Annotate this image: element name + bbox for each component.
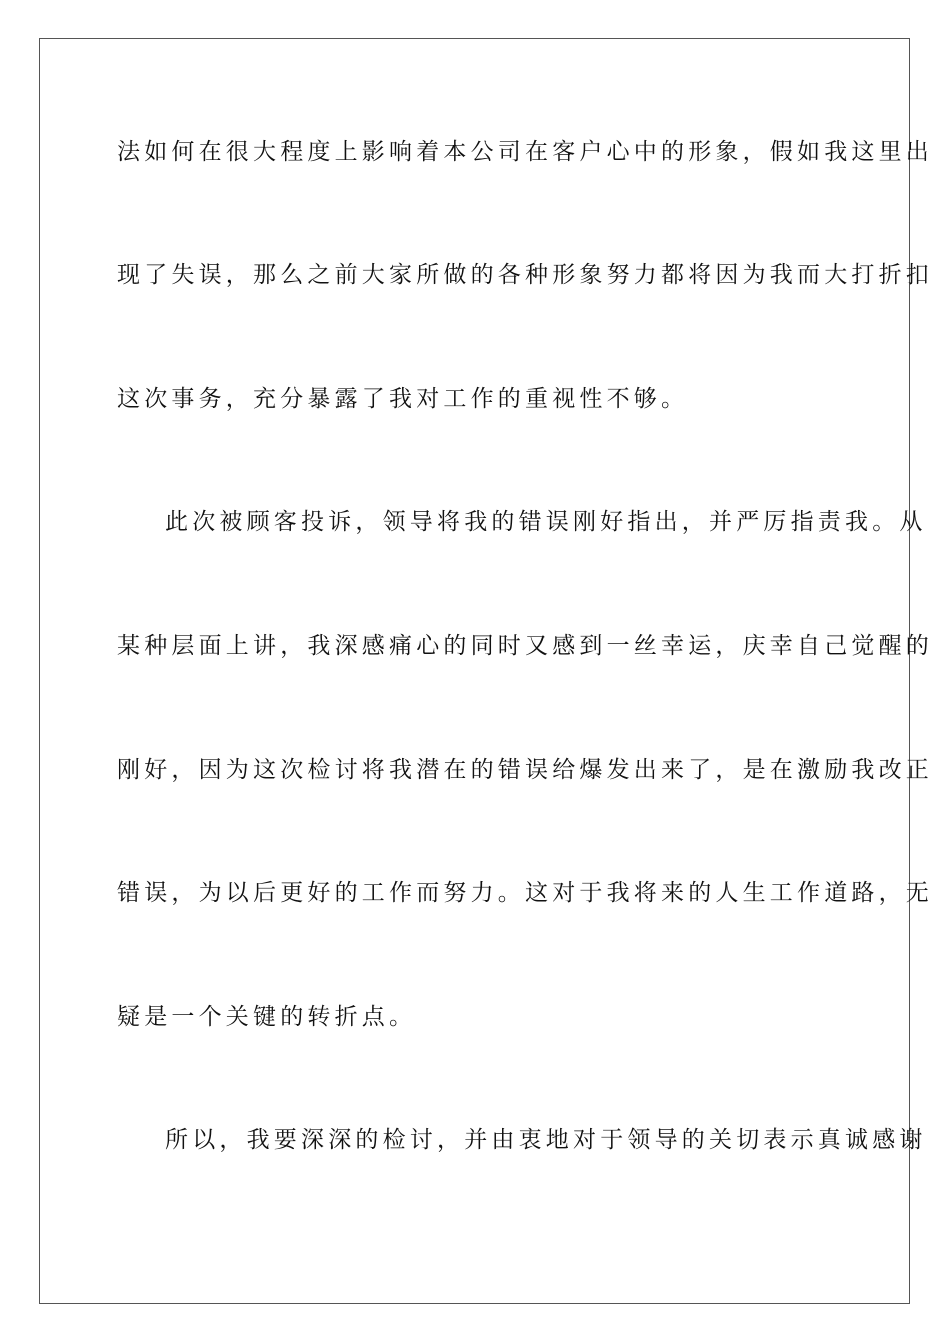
paragraph-start-line: 所以，我要深深的检讨，并由衷地对于领导的关切表示真诚感谢 [165, 1127, 927, 1153]
paragraph-start-line: 此次被顾客投诉，领导将我的错误刚好指出，并严厉指责我。从 [165, 509, 927, 535]
text-line: 这次事务，充分暴露了我对工作的重视性不够。 [117, 386, 689, 412]
text-line: 刚好，因为这次检讨将我潜在的错误给爆发出来了，是在激励我改正 [117, 757, 933, 783]
text-line: 错误，为以后更好的工作而努力。这对于我将来的人生工作道路，无 [117, 880, 933, 906]
text-line: 法如何在很大程度上影响着本公司在客户心中的形象，假如我这里出 [117, 139, 933, 165]
page-frame [39, 38, 933, 1304]
text-line: 现了失误，那么之前大家所做的各种形象努力都将因为我而大打折扣 [117, 262, 933, 288]
text-line: 疑是一个关键的转折点。 [117, 1004, 417, 1030]
text-line: 某种层面上讲，我深感痛心的同时又感到一丝幸运，庆幸自己觉醒的 [117, 633, 933, 659]
